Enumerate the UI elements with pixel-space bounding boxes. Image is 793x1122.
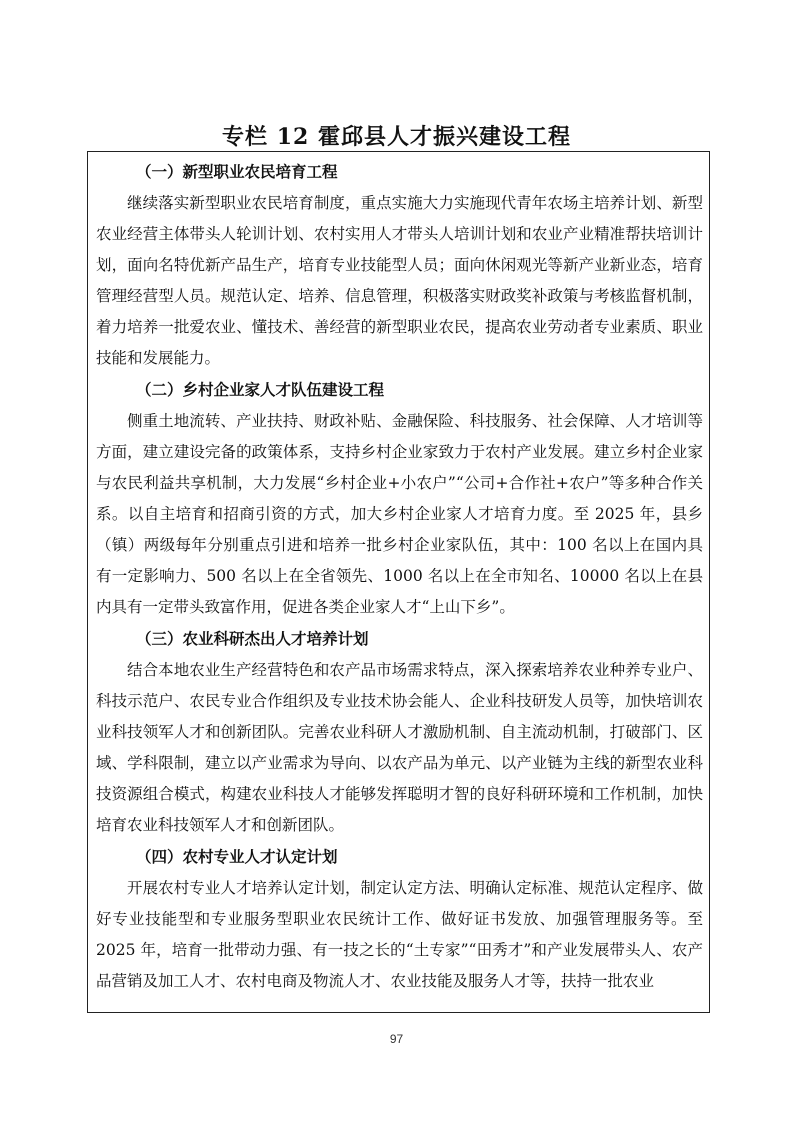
section-heading: （三）农业科研杰出人才培养计划 <box>136 629 369 648</box>
page-number: 97 <box>389 1032 404 1046</box>
section-body: 结合本地农业生产经营特色和农产品市场需求特点，深入探索培养农业种养专业户、科技示范户、农民专业合作组织及专业技术协会能人、企业科技研发人员等，加快培训农业科技领军人才和创新团队。完善农业科研人才激励机制、自主流动机制，打破部门、区域、学科限制，建立以产业需求为导向、以农产品为单元、以产业链为主线的新型农业科技资源组合模式，构建农业科技人才能够发挥聪明才智的良好科研环境和工作机制，加快培育农业科技领军人才和创新团队。 <box>96 661 703 834</box>
section-body: 开展农村专业人才培养认定计划，制定认定方法、明确认定标准、规范认定程序、做好专业技能型和专业服务型职业农民统计工作、做好证书发放、加强管理服务等。至 2025 年，培育一批带动力强、有一技之长的“土专家”“田秀才”和产业发展带头人、农产品营销及加工人才、农村电商及物流人才、农业技能及服务人才等，扶持一批农业 <box>96 879 703 990</box>
section-3 <box>96 623 703 841</box>
section-4 <box>96 841 703 997</box>
section-1 <box>96 156 703 374</box>
section-heading: （二）乡村企业家人才队伍建设工程 <box>136 380 385 399</box>
section-body: 继续落实新型职业农民培育制度，重点实施大力实施现代青年农场主培养计划、新型农业经营主体带头人轮训计划、农村实用人才带头人培训计划和农业产业精准帮扶培训计划，面向名特优新产品生产，培育专业技能型人员；面向休闲观光等新产业新业态，培育管理经营型人员。规范认定、培养、信息管理，积极落实财政奖补政策与考核监督机制，着力培养一批爱农业、懂技术、善经营的新型职业农民，提高农业劳动者专业素质、职业技能和发展能力。 <box>96 194 703 367</box>
section-heading: （四）农村专业人才认定计划 <box>136 847 338 866</box>
column-box <box>87 151 710 1013</box>
page-title: 专栏 12 霍邱县人才振兴建设工程 <box>222 124 571 150</box>
section-body: 侧重土地流转、产业扶持、财政补贴、金融保险、科技服务、社会保障、人才培训等方面，建立建设完备的政策体系，支持乡村企业家致力于农村产业发展。建立乡村企业家与农民利益共享机制，大力发展“乡村企业+小农户”“公司+合作社+农户”等多种合作关系。以自主培育和招商引资的方式，加大乡村企业家人才培育力度。至 2025 年，县乡（镇）两级每年分别重点引进和培养一批乡村企业家队伍，其中：100 名以上在国内具有一定影响力、500 名以上在全省领先、1000 名以上在全市知名、10000 名以上在县内具有一定带头致富作用，促进各类企业家人才“上山下乡”。 <box>96 412 703 616</box>
section-2 <box>96 374 703 623</box>
section-heading: （一）新型职业农民培育工程 <box>136 162 338 181</box>
